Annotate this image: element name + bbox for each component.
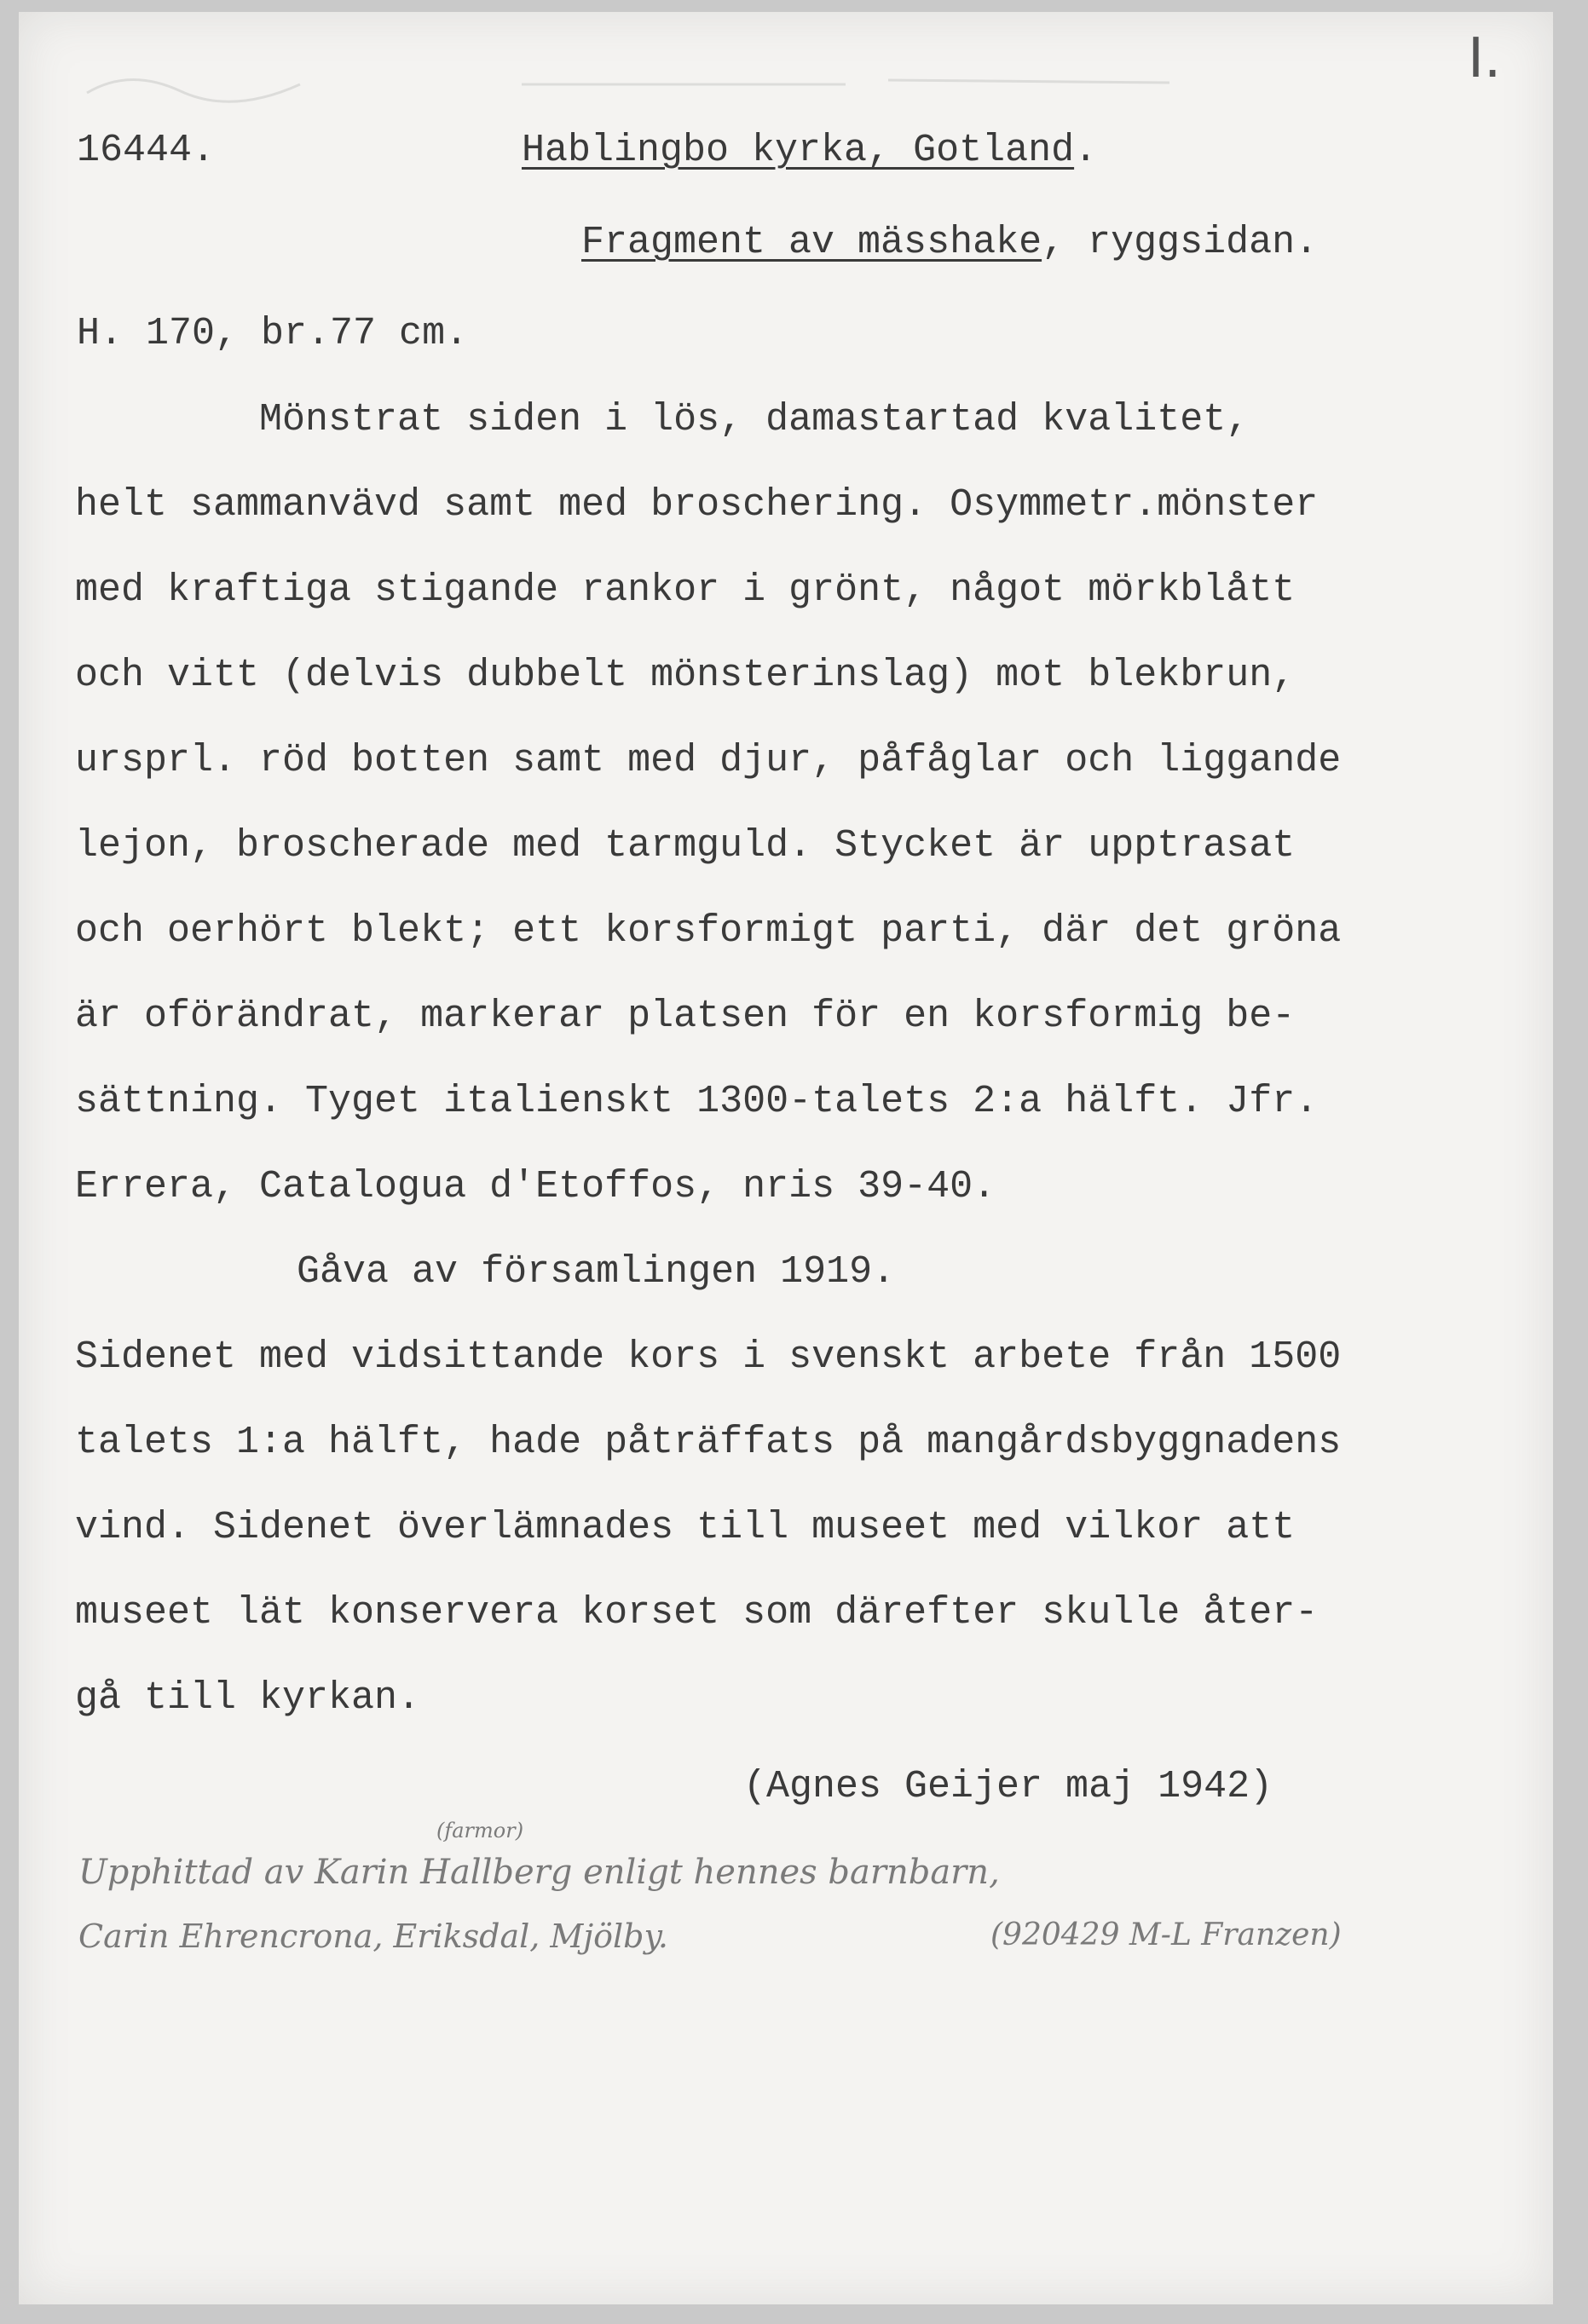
subheading-object: Fragment av mässhake [581, 221, 1042, 264]
handwritten-note: (920429 M-L Franzen) [990, 1917, 1342, 1952]
handwritten-line-2: Carin Ehrencrona, Eriksdal, Mjölby. [78, 1917, 668, 1955]
heading [522, 131, 1097, 170]
body-line: gå till kyrkan. [75, 1676, 421, 1720]
dimensions: H. 170, br.77 cm. [77, 312, 469, 355]
heading-place: Hablingbo kyrka, Gotland [522, 129, 1075, 172]
body-line: Errera, Catalogua d'Etoffos, nris 39-40. [75, 1165, 996, 1208]
subheading [581, 223, 1318, 262]
faint-stamp-mark [78, 59, 1187, 110]
body-line: är oförändrat, markerar platsen för en korsformig be- [75, 995, 1296, 1038]
catalog-number: 16444. [77, 129, 216, 172]
body-line: museet lät konservera korset som därefter skulle åter- [75, 1591, 1319, 1635]
body-line: och oerhört blekt; ett korsformigt parti, där det gröna [75, 909, 1342, 953]
signature: (Agnes Geijer maj 1942) [743, 1765, 1273, 1808]
handwritten-insert: (farmor) [436, 1819, 524, 1842]
body-line: Sidenet med vidsittande kors i svenskt arbete från 1500 [75, 1335, 1342, 1379]
body-line: lejon, broscherade med tarmguld. Stycket är upptrasat [75, 824, 1296, 868]
body-line: Mönstrat siden i lös, damastartad kvalitet, [75, 398, 1250, 441]
subheading-rest: , ryggsidan. [1042, 221, 1319, 264]
body-line: Gåva av församlingen 1919. [113, 1250, 896, 1294]
body-line: och vitt (delvis dubbelt mönsterinslag) mot blekbrun, [75, 654, 1296, 697]
body-line: talets 1:a hälft, hade påträffats på mangårdsbyggnadens [75, 1421, 1342, 1464]
body-line: helt sammanvävd samt med broschering. Osymmetr.mönster [75, 483, 1319, 527]
heading-dot: . [1074, 129, 1098, 172]
body-line: ursprl. röd botten samt med djur, påfåglar och liggande [75, 739, 1342, 782]
body-line: med kraftiga stigande rankor i grönt, något mörkblått [75, 568, 1296, 612]
body-line: vind. Sidenet överlämnades till museet med vilkor att [75, 1506, 1296, 1549]
catalog-card [19, 12, 1553, 2304]
body-line: sättning. Tyget italienskt 1300-talets 2:a hälft. Jfr. [75, 1080, 1319, 1123]
handwritten-line-1: Upphittad av Karin Hallberg enligt hennes barnbarn, [78, 1853, 1000, 1892]
corner-mark: I. [1468, 27, 1502, 90]
